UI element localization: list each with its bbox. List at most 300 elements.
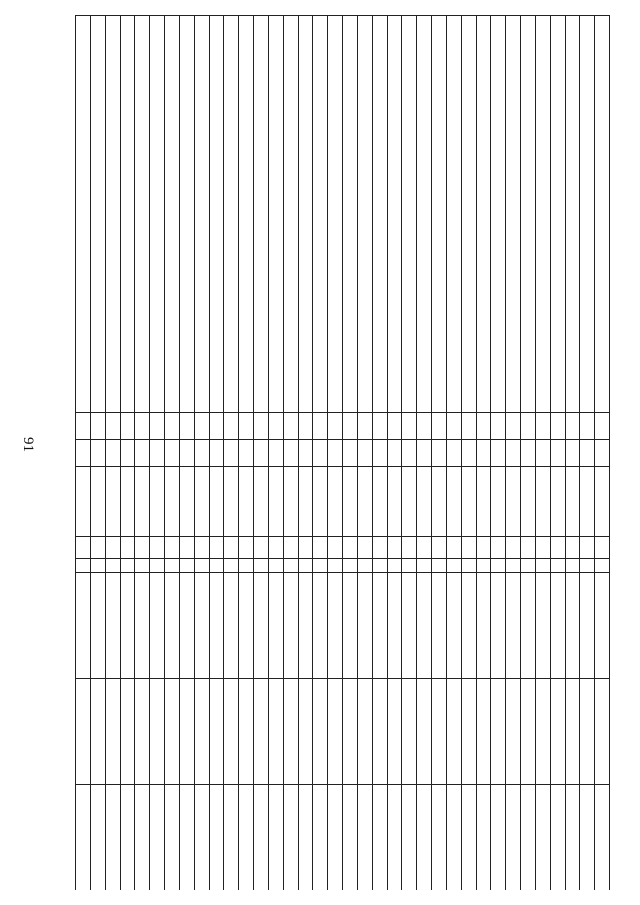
amount-cell-2 <box>476 679 491 785</box>
target-article-cell <box>491 467 506 537</box>
extra-code-cell <box>298 559 313 573</box>
table-row <box>491 16 506 891</box>
amount-cell-1 <box>506 573 521 679</box>
extra-code-cell <box>91 559 106 573</box>
extra-code-cell <box>328 559 343 573</box>
amount-cell-2 <box>209 679 224 785</box>
row-name-cell <box>120 16 135 413</box>
amount-cell-1 <box>387 573 402 679</box>
target-article-cell <box>120 467 135 537</box>
amount-cell-3 <box>580 785 595 891</box>
table-row <box>521 16 536 891</box>
table-row <box>550 16 565 891</box>
expense-type-cell <box>194 537 209 559</box>
extra-code-cell <box>165 559 180 573</box>
section-cell <box>179 413 194 440</box>
table-row <box>357 16 372 891</box>
amount-cell-3 <box>224 785 239 891</box>
extra-code-cell <box>76 559 91 573</box>
amount-cell-1 <box>417 573 432 679</box>
expense-type-cell <box>343 537 358 559</box>
amount-cell-2 <box>224 679 239 785</box>
extra-code-cell <box>209 559 224 573</box>
row-name-cell <box>372 16 387 413</box>
table-row <box>313 16 328 891</box>
row-name-cell <box>76 16 91 413</box>
expense-type-cell <box>224 537 239 559</box>
amount-cell-1 <box>254 573 269 679</box>
amount-cell-3 <box>446 785 461 891</box>
table-row <box>417 16 432 891</box>
extra-code-cell <box>313 559 328 573</box>
amount-cell-2 <box>105 679 120 785</box>
section-cell <box>432 413 447 440</box>
target-article-cell <box>239 467 254 537</box>
table-row <box>372 16 387 891</box>
row-name-cell <box>283 16 298 413</box>
row-name-cell <box>476 16 491 413</box>
amount-cell-3 <box>432 785 447 891</box>
row-name-cell <box>239 16 254 413</box>
amount-cell-3 <box>298 785 313 891</box>
table-row <box>580 16 595 891</box>
amount-cell-1 <box>150 573 165 679</box>
row-name-cell <box>580 16 595 413</box>
extra-code-cell <box>254 559 269 573</box>
amount-cell-1 <box>402 573 417 679</box>
subsection-cell <box>194 440 209 467</box>
target-article-cell <box>194 467 209 537</box>
subsection-cell <box>580 440 595 467</box>
amount-cell-2 <box>150 679 165 785</box>
extra-code-cell <box>580 559 595 573</box>
row-name-cell <box>535 16 550 413</box>
row-name-cell <box>209 16 224 413</box>
target-article-cell <box>535 467 550 537</box>
section-cell <box>150 413 165 440</box>
amount-cell-2 <box>446 679 461 785</box>
budget-table-body <box>76 16 610 891</box>
section-cell <box>446 413 461 440</box>
table-row <box>328 16 343 891</box>
amount-cell-1 <box>239 573 254 679</box>
subsection-cell <box>298 440 313 467</box>
section-cell <box>417 413 432 440</box>
extra-code-cell <box>402 559 417 573</box>
table-row <box>595 16 610 891</box>
amount-cell-2 <box>432 679 447 785</box>
amount-cell-2 <box>76 679 91 785</box>
expense-type-cell <box>357 537 372 559</box>
expense-type-cell <box>76 537 91 559</box>
amount-cell-2 <box>179 679 194 785</box>
target-article-cell <box>387 467 402 537</box>
subsection-cell <box>461 440 476 467</box>
row-name-cell <box>565 16 580 413</box>
subsection-cell <box>595 440 610 467</box>
table-row <box>535 16 550 891</box>
table-row <box>239 16 254 891</box>
amount-cell-1 <box>521 573 536 679</box>
section-cell <box>343 413 358 440</box>
amount-cell-2 <box>550 679 565 785</box>
subsection-cell <box>402 440 417 467</box>
extra-code-cell <box>446 559 461 573</box>
amount-cell-2 <box>372 679 387 785</box>
target-article-cell <box>565 467 580 537</box>
amount-cell-1 <box>268 573 283 679</box>
target-article-cell <box>432 467 447 537</box>
subsection-cell <box>357 440 372 467</box>
table-row <box>135 16 150 891</box>
extra-code-cell <box>417 559 432 573</box>
amount-cell-1 <box>224 573 239 679</box>
section-cell <box>372 413 387 440</box>
amount-cell-1 <box>194 573 209 679</box>
row-name-cell <box>595 16 610 413</box>
target-article-cell <box>476 467 491 537</box>
amount-cell-2 <box>239 679 254 785</box>
subsection-cell <box>76 440 91 467</box>
extra-code-cell <box>535 559 550 573</box>
expense-type-cell <box>268 537 283 559</box>
row-name-cell <box>179 16 194 413</box>
section-cell <box>595 413 610 440</box>
amount-cell-1 <box>550 573 565 679</box>
row-name-cell <box>150 16 165 413</box>
extra-code-cell <box>150 559 165 573</box>
target-article-cell <box>224 467 239 537</box>
amount-cell-2 <box>268 679 283 785</box>
subsection-cell <box>165 440 180 467</box>
row-name-cell <box>417 16 432 413</box>
budget-table-rotated <box>75 15 610 890</box>
extra-code-cell <box>268 559 283 573</box>
amount-cell-1 <box>135 573 150 679</box>
extra-code-cell <box>595 559 610 573</box>
subsection-cell <box>550 440 565 467</box>
expense-type-cell <box>417 537 432 559</box>
amount-cell-2 <box>402 679 417 785</box>
amount-cell-1 <box>328 573 343 679</box>
table-row <box>179 16 194 891</box>
amount-cell-2 <box>506 679 521 785</box>
amount-cell-1 <box>595 573 610 679</box>
extra-code-cell <box>120 559 135 573</box>
expense-type-cell <box>120 537 135 559</box>
target-article-cell <box>461 467 476 537</box>
amount-cell-2 <box>357 679 372 785</box>
section-cell <box>224 413 239 440</box>
budget-table-frame <box>75 15 610 890</box>
amount-cell-3 <box>372 785 387 891</box>
section-cell <box>91 413 106 440</box>
table-row <box>254 16 269 891</box>
amount-cell-3 <box>521 785 536 891</box>
subsection-cell <box>328 440 343 467</box>
row-name-cell <box>461 16 476 413</box>
row-name-cell <box>506 16 521 413</box>
section-cell <box>76 413 91 440</box>
row-name-cell <box>135 16 150 413</box>
table-row <box>432 16 447 891</box>
amount-cell-3 <box>476 785 491 891</box>
expense-type-cell <box>239 537 254 559</box>
expense-type-cell <box>506 537 521 559</box>
amount-cell-3 <box>461 785 476 891</box>
row-name-cell <box>550 16 565 413</box>
subsection-cell <box>135 440 150 467</box>
subsection-cell <box>387 440 402 467</box>
amount-cell-1 <box>313 573 328 679</box>
section-cell <box>268 413 283 440</box>
extra-code-cell <box>565 559 580 573</box>
section-cell <box>565 413 580 440</box>
subsection-cell <box>417 440 432 467</box>
extra-code-cell <box>239 559 254 573</box>
amount-cell-2 <box>91 679 106 785</box>
table-row <box>165 16 180 891</box>
amount-cell-3 <box>328 785 343 891</box>
table-row <box>343 16 358 891</box>
table-row <box>150 16 165 891</box>
amount-cell-3 <box>565 785 580 891</box>
extra-code-cell <box>105 559 120 573</box>
target-article-cell <box>417 467 432 537</box>
budget-table <box>75 15 610 890</box>
expense-type-cell <box>476 537 491 559</box>
amount-cell-3 <box>76 785 91 891</box>
extra-code-cell <box>194 559 209 573</box>
table-row <box>446 16 461 891</box>
subsection-cell <box>506 440 521 467</box>
target-article-cell <box>372 467 387 537</box>
row-name-cell <box>254 16 269 413</box>
extra-code-cell <box>550 559 565 573</box>
section-cell <box>357 413 372 440</box>
subsection-cell <box>150 440 165 467</box>
section-cell <box>476 413 491 440</box>
amount-cell-2 <box>194 679 209 785</box>
amount-cell-3 <box>179 785 194 891</box>
extra-code-cell <box>387 559 402 573</box>
amount-cell-1 <box>565 573 580 679</box>
amount-cell-2 <box>120 679 135 785</box>
expense-type-cell <box>595 537 610 559</box>
target-article-cell <box>209 467 224 537</box>
subsection-cell <box>372 440 387 467</box>
row-name-cell <box>91 16 106 413</box>
amount-cell-3 <box>283 785 298 891</box>
section-cell <box>461 413 476 440</box>
section-cell <box>328 413 343 440</box>
extra-code-cell <box>506 559 521 573</box>
amount-cell-1 <box>476 573 491 679</box>
subsection-cell <box>268 440 283 467</box>
amount-cell-2 <box>417 679 432 785</box>
table-row <box>506 16 521 891</box>
expense-type-cell <box>491 537 506 559</box>
amount-cell-1 <box>535 573 550 679</box>
amount-cell-2 <box>521 679 536 785</box>
amount-cell-2 <box>461 679 476 785</box>
subsection-cell <box>313 440 328 467</box>
target-article-cell <box>268 467 283 537</box>
expense-type-cell <box>105 537 120 559</box>
target-article-cell <box>343 467 358 537</box>
amount-cell-1 <box>446 573 461 679</box>
amount-cell-2 <box>595 679 610 785</box>
amount-cell-3 <box>491 785 506 891</box>
target-article-cell <box>313 467 328 537</box>
subsection-cell <box>209 440 224 467</box>
amount-cell-1 <box>357 573 372 679</box>
amount-cell-2 <box>491 679 506 785</box>
amount-cell-3 <box>343 785 358 891</box>
amount-cell-1 <box>105 573 120 679</box>
amount-cell-2 <box>580 679 595 785</box>
table-row <box>120 16 135 891</box>
amount-cell-3 <box>165 785 180 891</box>
expense-type-cell <box>313 537 328 559</box>
amount-cell-3 <box>402 785 417 891</box>
section-cell <box>298 413 313 440</box>
extra-code-cell <box>283 559 298 573</box>
subsection-cell <box>239 440 254 467</box>
amount-cell-1 <box>372 573 387 679</box>
target-article-cell <box>446 467 461 537</box>
expense-type-cell <box>402 537 417 559</box>
extra-code-cell <box>224 559 239 573</box>
amount-cell-3 <box>387 785 402 891</box>
expense-type-cell <box>521 537 536 559</box>
target-article-cell <box>179 467 194 537</box>
target-article-cell <box>298 467 313 537</box>
expense-type-cell <box>387 537 402 559</box>
target-article-cell <box>328 467 343 537</box>
section-cell <box>387 413 402 440</box>
row-name-cell <box>194 16 209 413</box>
target-article-cell <box>595 467 610 537</box>
section-cell <box>521 413 536 440</box>
row-name-cell <box>224 16 239 413</box>
expense-type-cell <box>209 537 224 559</box>
section-cell <box>283 413 298 440</box>
amount-cell-3 <box>357 785 372 891</box>
table-row <box>224 16 239 891</box>
table-row <box>76 16 91 891</box>
target-article-cell <box>357 467 372 537</box>
expense-type-cell <box>372 537 387 559</box>
expense-type-cell <box>446 537 461 559</box>
amount-cell-3 <box>417 785 432 891</box>
section-cell <box>165 413 180 440</box>
subsection-cell <box>565 440 580 467</box>
amount-cell-3 <box>506 785 521 891</box>
expense-type-cell <box>461 537 476 559</box>
subsection-cell <box>521 440 536 467</box>
amount-cell-1 <box>209 573 224 679</box>
target-article-cell <box>283 467 298 537</box>
amount-cell-2 <box>535 679 550 785</box>
target-article-cell <box>91 467 106 537</box>
extra-code-cell <box>476 559 491 573</box>
amount-cell-1 <box>580 573 595 679</box>
expense-type-cell <box>298 537 313 559</box>
amount-cell-1 <box>120 573 135 679</box>
expense-type-cell <box>535 537 550 559</box>
section-cell <box>506 413 521 440</box>
expense-type-cell <box>150 537 165 559</box>
amount-cell-1 <box>283 573 298 679</box>
amount-cell-1 <box>179 573 194 679</box>
extra-code-cell <box>372 559 387 573</box>
section-cell <box>194 413 209 440</box>
subsection-cell <box>91 440 106 467</box>
table-row <box>402 16 417 891</box>
amount-cell-2 <box>343 679 358 785</box>
expense-type-cell <box>91 537 106 559</box>
expense-type-cell <box>565 537 580 559</box>
row-name-cell <box>491 16 506 413</box>
amount-cell-3 <box>254 785 269 891</box>
amount-cell-3 <box>150 785 165 891</box>
amount-cell-1 <box>76 573 91 679</box>
table-row <box>476 16 491 891</box>
section-cell <box>550 413 565 440</box>
subsection-cell <box>120 440 135 467</box>
subsection-cell <box>535 440 550 467</box>
amount-cell-3 <box>209 785 224 891</box>
amount-cell-1 <box>461 573 476 679</box>
expense-type-cell <box>328 537 343 559</box>
amount-cell-1 <box>432 573 447 679</box>
subsection-cell <box>476 440 491 467</box>
target-article-cell <box>550 467 565 537</box>
row-name-cell <box>343 16 358 413</box>
subsection-cell <box>446 440 461 467</box>
row-name-cell <box>521 16 536 413</box>
target-article-cell <box>105 467 120 537</box>
expense-type-cell <box>283 537 298 559</box>
table-row <box>209 16 224 891</box>
expense-type-cell <box>254 537 269 559</box>
expense-type-cell <box>432 537 447 559</box>
amount-cell-2 <box>165 679 180 785</box>
table-row <box>387 16 402 891</box>
amount-cell-2 <box>254 679 269 785</box>
section-cell <box>209 413 224 440</box>
section-cell <box>491 413 506 440</box>
amount-cell-3 <box>550 785 565 891</box>
target-article-cell <box>135 467 150 537</box>
extra-code-cell <box>135 559 150 573</box>
amount-cell-2 <box>283 679 298 785</box>
row-name-cell <box>268 16 283 413</box>
target-article-cell <box>165 467 180 537</box>
amount-cell-1 <box>491 573 506 679</box>
extra-code-cell <box>491 559 506 573</box>
amount-cell-2 <box>387 679 402 785</box>
section-cell <box>120 413 135 440</box>
row-name-cell <box>298 16 313 413</box>
expense-type-cell <box>580 537 595 559</box>
subsection-cell <box>491 440 506 467</box>
expense-type-cell <box>550 537 565 559</box>
target-article-cell <box>521 467 536 537</box>
expense-type-cell <box>165 537 180 559</box>
extra-code-cell <box>179 559 194 573</box>
